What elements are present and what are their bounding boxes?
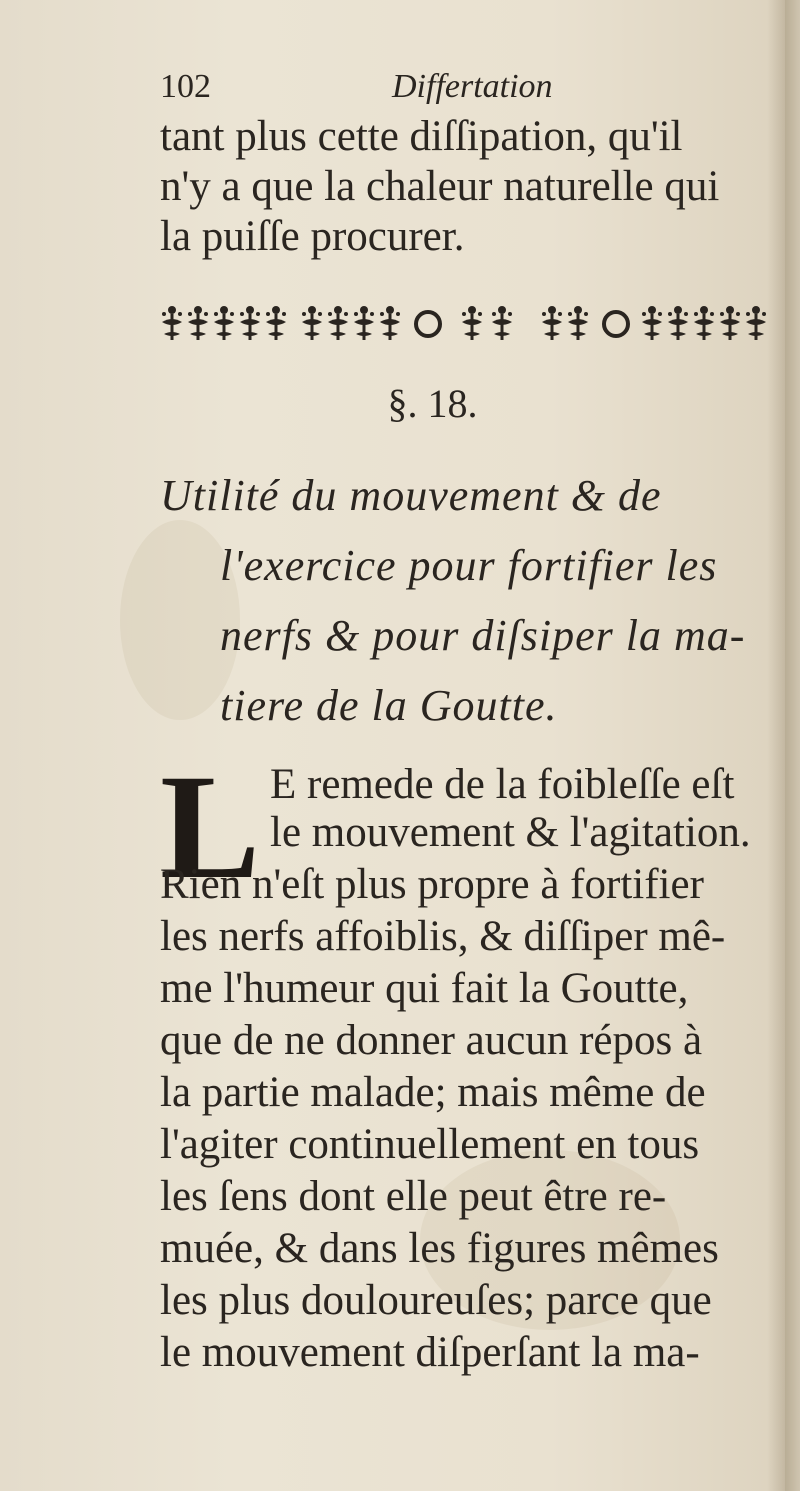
- text-line: la puiſſe procurer.: [160, 213, 465, 260]
- section-title-line: tiere de la Goutte.: [220, 681, 558, 730]
- text-line: E remede de la foibleſſe eſt: [270, 761, 735, 808]
- section-number: §. 18.: [387, 381, 478, 426]
- text-line: muée, & dans les figures mêmes: [160, 1225, 719, 1272]
- page-edge: [785, 0, 800, 1491]
- section-title-line: l'exercice pour fortifier les: [220, 541, 718, 590]
- text-line: les nerfs affoiblis, & diſſiper mê-: [160, 913, 726, 960]
- fleuron-border-icon: [160, 300, 772, 348]
- drop-cap: L: [160, 744, 261, 910]
- text-line: n'y a que la chaleur naturelle qui: [160, 163, 720, 210]
- running-title: Differtation: [392, 68, 553, 105]
- text-line: Rien n'eſt plus propre à fortifier: [160, 861, 704, 908]
- text-line: l'agiter continuellement en tous: [160, 1121, 700, 1168]
- text-line: les ſens dont elle peut être re-: [160, 1173, 667, 1220]
- text-line: le mouvement diſperſant la ma-: [160, 1329, 700, 1376]
- text-line: le mouvement & l'agitation.: [270, 809, 751, 856]
- text-line: les plus douloureuſes; parce que: [160, 1277, 712, 1324]
- text-line: la partie malade; mais même de: [160, 1069, 706, 1116]
- section-title-line: nerfs & pour diſsiper la ma-: [220, 611, 746, 660]
- text-line: que de ne donner aucun répos à: [160, 1017, 703, 1064]
- section-title-line: Utilité du mouvement & de: [160, 471, 662, 520]
- page-number: 102: [160, 68, 211, 105]
- text-line: tant plus cette diſſipation, qu'il: [160, 113, 683, 160]
- text-line: me l'humeur qui fait la Goutte,: [160, 965, 689, 1012]
